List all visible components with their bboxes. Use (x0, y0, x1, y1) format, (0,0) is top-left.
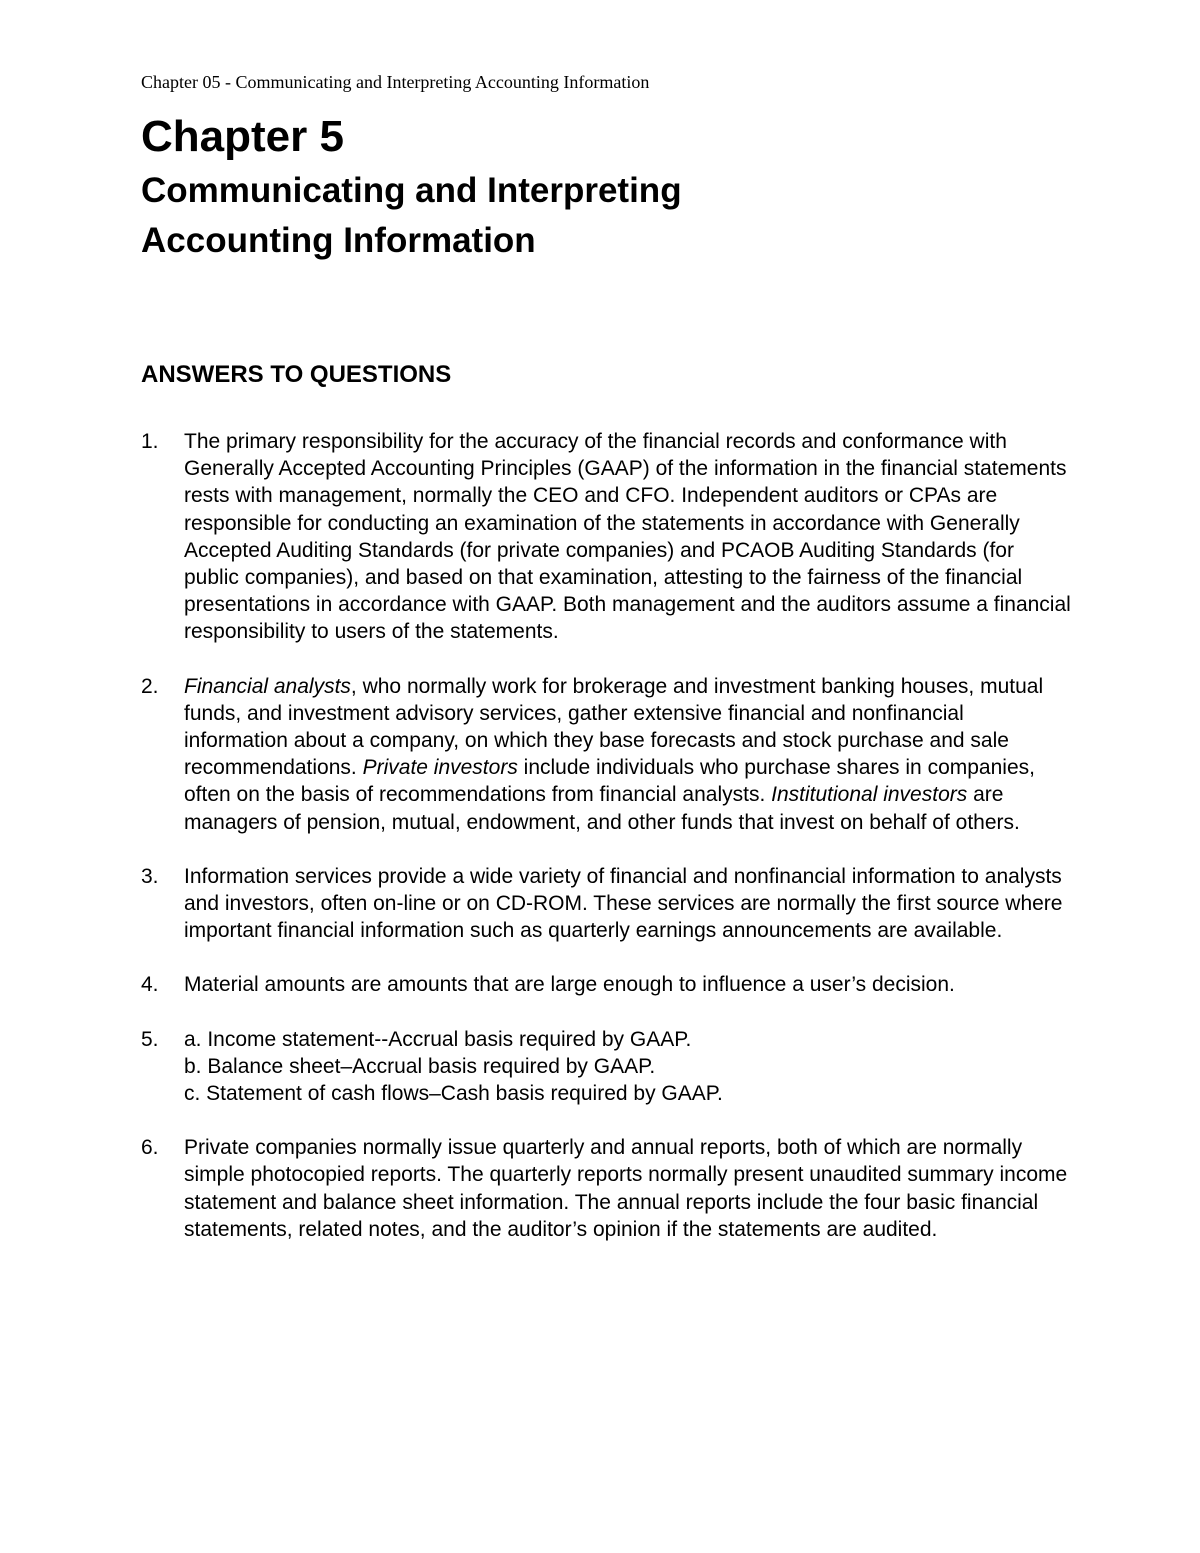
answers-list (141, 428, 1071, 1270)
answer-text (184, 1026, 1071, 1108)
answer-sub-item-a: a. Income statement--Accrual basis required by GAAP. (184, 1027, 692, 1051)
answer-number: 3. (141, 864, 159, 888)
answer-text: The primary responsibility for the accuracy of the financial records and conformance with Generally Accepted Accounting Principles (GAAP) of the information in the financial statements rests with management, normally the CEO and CFO. Independent auditors or CPAs are responsible for conducting an examination of the statements in accordance with Generally Accepted Auditing Standards (for private companies) and PCAOB Auditing Standards (for public companies), and based on that examination, attesting to the fairness of the financial presentations in accordance with GAAP. Both management and the auditors assume a financial responsibility to users of the statements. (184, 430, 1071, 644)
answer-item-4 (141, 971, 1071, 998)
answer-item-2 (141, 673, 1071, 836)
answer-text-segment: , who normally work for brokerage and investment banking houses, mutual funds, and investment advisory services, gather extensive financial and nonfinancial information about a company, on which they base forecasts and stock purchase and sale recommendations. (184, 674, 1044, 780)
answer-text: Private companies normally issue quarterly and annual reports, both of which are normally simple photocopied reports. The quarterly reports normally present unaudited summary income statement and balance sheet information. The annual reports include the four basic financial statements, related notes, and the auditor’s opinion if the statements are audited. (184, 1136, 1068, 1241)
answer-item-6 (141, 1134, 1071, 1243)
answer-number: 1. (141, 430, 159, 453)
answer-text: Material amounts are amounts that are large enough to influence a user’s decision. (184, 973, 955, 997)
answer-number: 6. (141, 1136, 159, 1160)
chapter-subtitle (141, 166, 682, 266)
chapter-title: Chapter 5 (141, 112, 344, 161)
chapter-subtitle-line-2: Accounting Information (141, 221, 536, 260)
answer-number: 5. (141, 1027, 159, 1051)
answer-text: Information services provide a wide variety of financial and nonfinancial information to analysts and investors, often on-line or on CD-ROM. These services are normally the first source where important financial information such as quarterly earnings announcements are available. (184, 864, 1063, 943)
answer-number: 4. (141, 973, 159, 997)
term-private-investors: Private investors (362, 756, 518, 780)
answer-sub-item-b: b. Balance sheet–Accrual basis required by GAAP. (184, 1054, 656, 1078)
answer-text-segment: include individuals who purchase shares in companies, often on the basis of recommendations from financial analysts. (184, 756, 1035, 807)
section-heading: ANSWERS TO QUESTIONS (141, 361, 452, 388)
answer-number: 2. (141, 674, 159, 698)
chapter-subtitle-line-1: Communicating and Interpreting (141, 171, 682, 210)
answer-text-segment: are managers of pension, mutual, endowment, and other funds that invest on behalf of others. (184, 783, 1020, 834)
answer-item-3 (141, 863, 1071, 945)
running-header: Chapter 05 - Communicating and Interpreting Accounting Information (141, 72, 650, 92)
answer-item-5 (141, 1026, 1071, 1108)
term-institutional-investors: Institutional investors (771, 783, 968, 807)
answer-item-1 (141, 428, 1071, 646)
term-financial-analysts: Financial analysts (184, 674, 351, 698)
answer-text (184, 673, 1071, 836)
answer-sub-item-c: c. Statement of cash flows–Cash basis required by GAAP. (184, 1082, 723, 1106)
